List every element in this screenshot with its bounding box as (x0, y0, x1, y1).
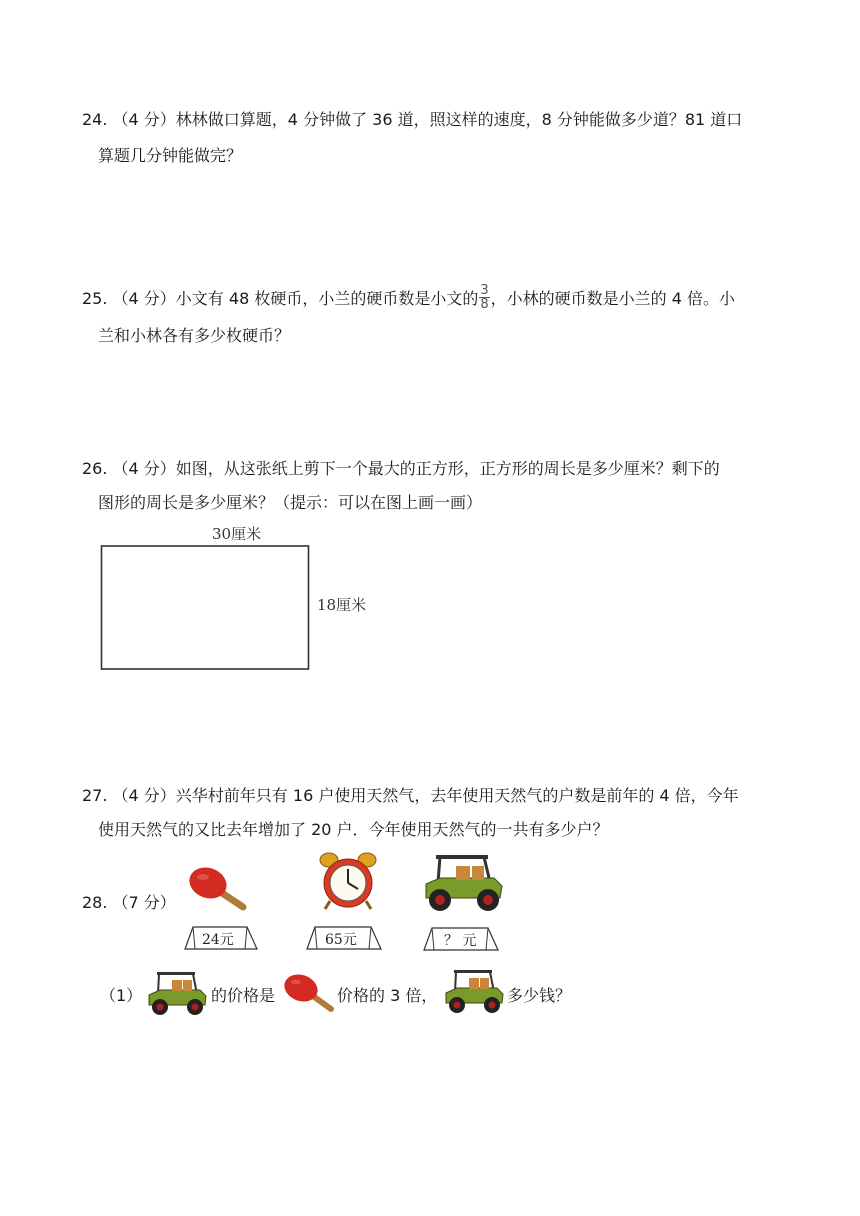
off-road-car-icon (420, 852, 506, 914)
clock-item (305, 851, 387, 955)
q25-text-a: 25. （4 分）小文有 48 枚硬币，小兰的硬币数是小文的 (82, 289, 479, 308)
price-car: ？ 元 (444, 933, 477, 949)
q25-line1 (82, 283, 735, 313)
q24-line1: 24. （4 分）林林做口算题，4 分钟做了 36 道，照这样的速度，8 分钟能做多少道？81 道口 (82, 110, 743, 129)
q28-sub1-text-b: 价格的 3 倍， (337, 986, 438, 1005)
q25-text-b: ，小林的硬币数是小兰的 4 倍。小 (490, 289, 735, 308)
q27-line1: 27. （4 分）兴华村前年只有 16 户使用天然气，去年使用天然气的户数是前年的 4 倍，今年 (82, 786, 739, 805)
q28-sub1-label: （1） (100, 986, 143, 1005)
height-label: 18厘米 (317, 596, 367, 614)
price-paddle: 24元 (202, 932, 234, 948)
q28-sub1-text-c: 多少钱？ (507, 986, 572, 1005)
fraction-numerator: 3 (480, 283, 489, 298)
fraction-denominator: 8 (480, 297, 489, 312)
paddle-item (183, 865, 263, 955)
ping-pong-paddle-icon (282, 972, 338, 1016)
q24-line2: 算题几分钟能做完？ (98, 146, 243, 165)
off-road-car-icon (145, 970, 209, 1018)
width-label: 30厘米 (212, 525, 262, 543)
fraction-three-eighths (479, 284, 489, 311)
car-item (420, 852, 506, 956)
alarm-clock-icon (316, 851, 380, 911)
q25-line2: 兰和小林各有多少枚硬币？ (98, 326, 291, 345)
ping-pong-paddle-icon (186, 865, 256, 915)
price-clock: 65元 (325, 932, 357, 948)
q26-line2: 图形的周长是多少厘米？（提示：可以在图上画一画） (98, 493, 483, 512)
rectangle-paper-figure (100, 520, 370, 675)
q27-line2: 使用天然气的又比去年增加了 20 户．今年使用天然气的一共有多少户？ (98, 820, 609, 839)
off-road-car-icon (442, 968, 506, 1016)
q28-label: 28. （7 分） (82, 893, 176, 912)
q26-line1: 26. （4 分）如图，从这张纸上剪下一个最大的正方形，正方形的周长是多少厘米？剩下的 (82, 459, 720, 478)
q28-sub1-text-a: 的价格是 (211, 986, 276, 1005)
